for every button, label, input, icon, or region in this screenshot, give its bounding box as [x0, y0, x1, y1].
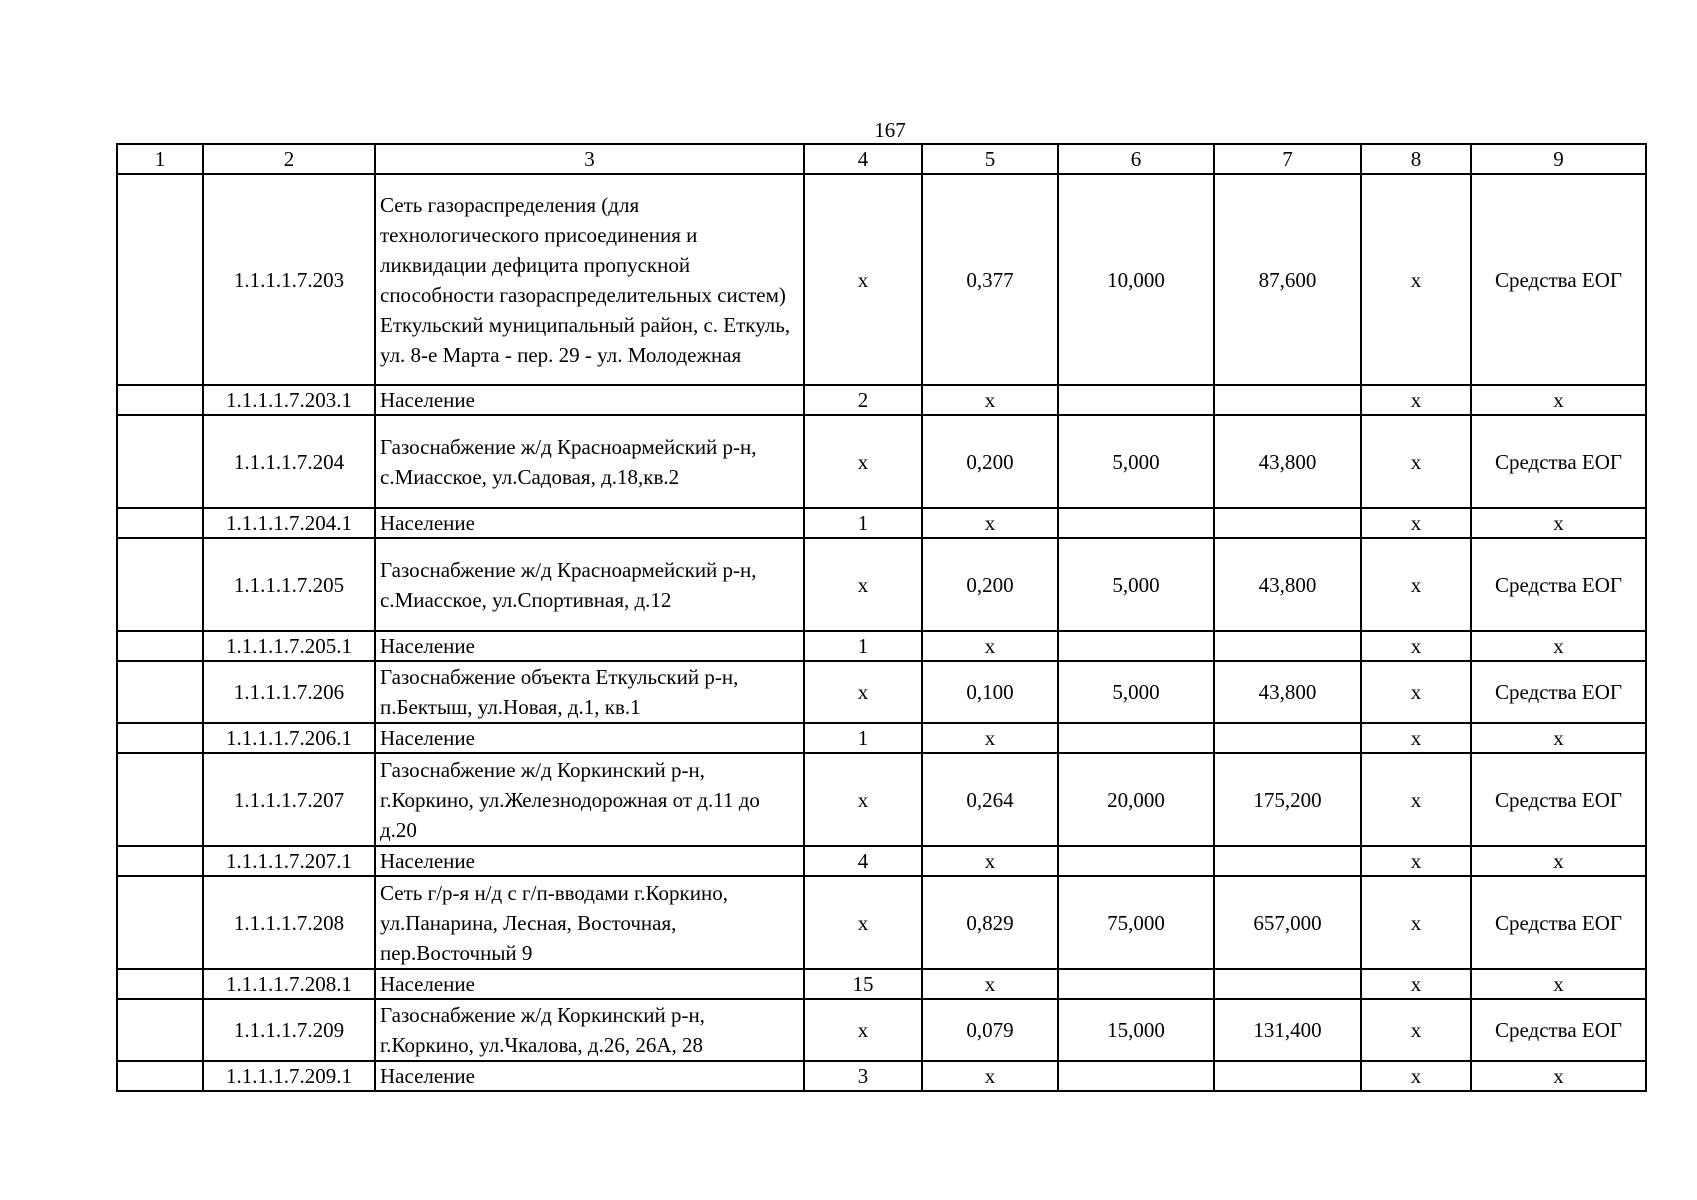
cell-description: Население [375, 969, 804, 999]
table-row [117, 415, 1646, 508]
cell-col5: 0,829 [922, 876, 1058, 969]
cell-col8: x [1361, 508, 1471, 538]
cell-description: Население [375, 723, 804, 753]
cell-col1 [117, 385, 203, 415]
cell-code: 1.1.1.1.7.207 [203, 753, 375, 846]
cell-col9: x [1471, 385, 1646, 415]
cell-col6: 5,000 [1058, 661, 1214, 723]
table-row [117, 174, 1646, 385]
cell-col7 [1214, 723, 1361, 753]
cell-col9: Средства ЕОГ [1471, 753, 1646, 846]
cell-col7: 175,200 [1214, 753, 1361, 846]
cell-col5: 0,377 [922, 174, 1058, 385]
table-row [117, 753, 1646, 846]
table-row [117, 969, 1646, 999]
cell-col8: x [1361, 846, 1471, 876]
cell-col1 [117, 999, 203, 1061]
cell-description: Газоснабжение ж/д Коркинский р-н, г.Коркино, ул.Железнодорожная от д.11 до д.20 [375, 753, 804, 846]
cell-col8: x [1361, 999, 1471, 1061]
cell-col8: x [1361, 723, 1471, 753]
cell-col6: 10,000 [1058, 174, 1214, 385]
table-row [117, 661, 1646, 723]
cell-col1 [117, 846, 203, 876]
cell-col9: x [1471, 723, 1646, 753]
cell-col5: 0,079 [922, 999, 1058, 1061]
cell-col6 [1058, 723, 1214, 753]
cell-code: 1.1.1.1.7.209 [203, 999, 375, 1061]
cell-code: 1.1.1.1.7.205 [203, 538, 375, 631]
table-row [117, 999, 1646, 1061]
cell-description: Газоснабжение ж/д Красноармейский р-н, с.Миасское, ул.Спортивная, д.12 [375, 538, 804, 631]
cell-col8: x [1361, 876, 1471, 969]
cell-col9: x [1471, 1061, 1646, 1091]
table-row [117, 538, 1646, 631]
cell-col7 [1214, 1061, 1361, 1091]
cell-code: 1.1.1.1.7.206 [203, 661, 375, 723]
cell-code: 1.1.1.1.7.205.1 [203, 631, 375, 661]
cell-col5: x [922, 385, 1058, 415]
cell-col6 [1058, 1061, 1214, 1091]
cell-col4: x [804, 174, 922, 385]
cell-col6 [1058, 508, 1214, 538]
cell-col5: 0,200 [922, 538, 1058, 631]
cell-col7 [1214, 846, 1361, 876]
cell-description: Население [375, 385, 804, 415]
cell-col6: 20,000 [1058, 753, 1214, 846]
cell-col7: 43,800 [1214, 661, 1361, 723]
cell-col9: Средства ЕОГ [1471, 999, 1646, 1061]
header-cell: 7 [1214, 144, 1361, 174]
cell-col5: x [922, 969, 1058, 999]
cell-col6: 5,000 [1058, 538, 1214, 631]
cell-col4: 4 [804, 846, 922, 876]
cell-description: Газоснабжение ж/д Коркинский р-н, г.Коркино, ул.Чкалова, д.26, 26А, 28 [375, 999, 804, 1061]
cell-col9: Средства ЕОГ [1471, 876, 1646, 969]
cell-col4: x [804, 538, 922, 631]
cell-code: 1.1.1.1.7.207.1 [203, 846, 375, 876]
table-row [117, 508, 1646, 538]
table-row [117, 631, 1646, 661]
cell-col7: 131,400 [1214, 999, 1361, 1061]
cell-col6: 75,000 [1058, 876, 1214, 969]
header-cell: 6 [1058, 144, 1214, 174]
cell-col1 [117, 876, 203, 969]
cell-col4: 1 [804, 631, 922, 661]
table-row [117, 723, 1646, 753]
cell-col9: Средства ЕОГ [1471, 538, 1646, 631]
cell-col4: 1 [804, 723, 922, 753]
cell-col4: x [804, 876, 922, 969]
cell-code: 1.1.1.1.7.206.1 [203, 723, 375, 753]
cell-description: Население [375, 508, 804, 538]
table-row [117, 385, 1646, 415]
cell-col9: x [1471, 631, 1646, 661]
cell-code: 1.1.1.1.7.208.1 [203, 969, 375, 999]
header-cell: 5 [922, 144, 1058, 174]
table-row [117, 1061, 1646, 1091]
header-cell: 4 [804, 144, 922, 174]
cell-col1 [117, 723, 203, 753]
cell-col5: x [922, 508, 1058, 538]
cell-col4: x [804, 415, 922, 508]
cell-description: Население [375, 631, 804, 661]
cell-col6 [1058, 846, 1214, 876]
cell-col7 [1214, 508, 1361, 538]
cell-col1 [117, 631, 203, 661]
table-row [117, 846, 1646, 876]
cell-col9: Средства ЕОГ [1471, 415, 1646, 508]
cell-col4: 1 [804, 508, 922, 538]
cell-code: 1.1.1.1.7.203.1 [203, 385, 375, 415]
cell-col9: Средства ЕОГ [1471, 174, 1646, 385]
cell-col9: x [1471, 969, 1646, 999]
cell-col7: 43,800 [1214, 538, 1361, 631]
cell-col8: x [1361, 969, 1471, 999]
cell-col1 [117, 538, 203, 631]
cell-col8: x [1361, 1061, 1471, 1091]
cell-col1 [117, 753, 203, 846]
cell-description: Население [375, 846, 804, 876]
cell-code: 1.1.1.1.7.204.1 [203, 508, 375, 538]
cell-col6 [1058, 969, 1214, 999]
cell-col5: 0,264 [922, 753, 1058, 846]
data-table [116, 143, 1647, 1092]
cell-code: 1.1.1.1.7.209.1 [203, 1061, 375, 1091]
cell-col8: x [1361, 538, 1471, 631]
header-cell: 1 [117, 144, 203, 174]
page-number: 167 [874, 118, 906, 142]
cell-col7 [1214, 969, 1361, 999]
cell-col7: 87,600 [1214, 174, 1361, 385]
header-cell: 9 [1471, 144, 1646, 174]
cell-col4: x [804, 661, 922, 723]
header-row [117, 144, 1646, 174]
cell-col8: x [1361, 631, 1471, 661]
cell-description: Население [375, 1061, 804, 1091]
cell-col4: 15 [804, 969, 922, 999]
cell-col1 [117, 415, 203, 508]
cell-description: Сеть г/р-я н/д с г/п-вводами г.Коркино, ул.Панарина, Лесная, Восточная, пер.Восточный 9 [375, 876, 804, 969]
cell-col5: x [922, 723, 1058, 753]
cell-col1 [117, 508, 203, 538]
cell-col4: x [804, 753, 922, 846]
cell-col8: x [1361, 661, 1471, 723]
cell-col6: 15,000 [1058, 999, 1214, 1061]
cell-col7 [1214, 631, 1361, 661]
cell-code: 1.1.1.1.7.203 [203, 174, 375, 385]
cell-col9: x [1471, 846, 1646, 876]
cell-col1 [117, 1061, 203, 1091]
cell-description: Газоснабжение объекта Еткульский р-н, п.Бектыш, ул.Новая, д.1, кв.1 [375, 661, 804, 723]
cell-col8: x [1361, 385, 1471, 415]
table-row [117, 876, 1646, 969]
cell-col4: 3 [804, 1061, 922, 1091]
cell-col6 [1058, 631, 1214, 661]
cell-col1 [117, 174, 203, 385]
cell-col8: x [1361, 415, 1471, 508]
cell-col5: x [922, 1061, 1058, 1091]
cell-col4: x [804, 999, 922, 1061]
header-cell: 3 [375, 144, 804, 174]
cell-col6: 5,000 [1058, 415, 1214, 508]
cell-col1 [117, 969, 203, 999]
cell-description: Газоснабжение ж/д Красноармейский р-н, с.Миасское, ул.Садовая, д.18,кв.2 [375, 415, 804, 508]
cell-col7 [1214, 385, 1361, 415]
cell-col4: 2 [804, 385, 922, 415]
cell-code: 1.1.1.1.7.208 [203, 876, 375, 969]
cell-code: 1.1.1.1.7.204 [203, 415, 375, 508]
cell-col6 [1058, 385, 1214, 415]
cell-col8: x [1361, 174, 1471, 385]
cell-col7: 657,000 [1214, 876, 1361, 969]
header-cell: 2 [203, 144, 375, 174]
header-cell: 8 [1361, 144, 1471, 174]
cell-col9: Средства ЕОГ [1471, 661, 1646, 723]
cell-col5: x [922, 846, 1058, 876]
cell-col9: x [1471, 508, 1646, 538]
cell-col5: 0,100 [922, 661, 1058, 723]
cell-col1 [117, 661, 203, 723]
cell-col5: x [922, 631, 1058, 661]
cell-col8: x [1361, 753, 1471, 846]
cell-col5: 0,200 [922, 415, 1058, 508]
cell-col7: 43,800 [1214, 415, 1361, 508]
cell-description: Сеть газораспределения (для технологического присоединения и ликвидации дефицита пропускной способности газораспределительных систем) Еткульский муниципальный район, с. Еткуль, ул. 8-е Марта - пер. 29 - ул. Молодежная [375, 174, 804, 385]
